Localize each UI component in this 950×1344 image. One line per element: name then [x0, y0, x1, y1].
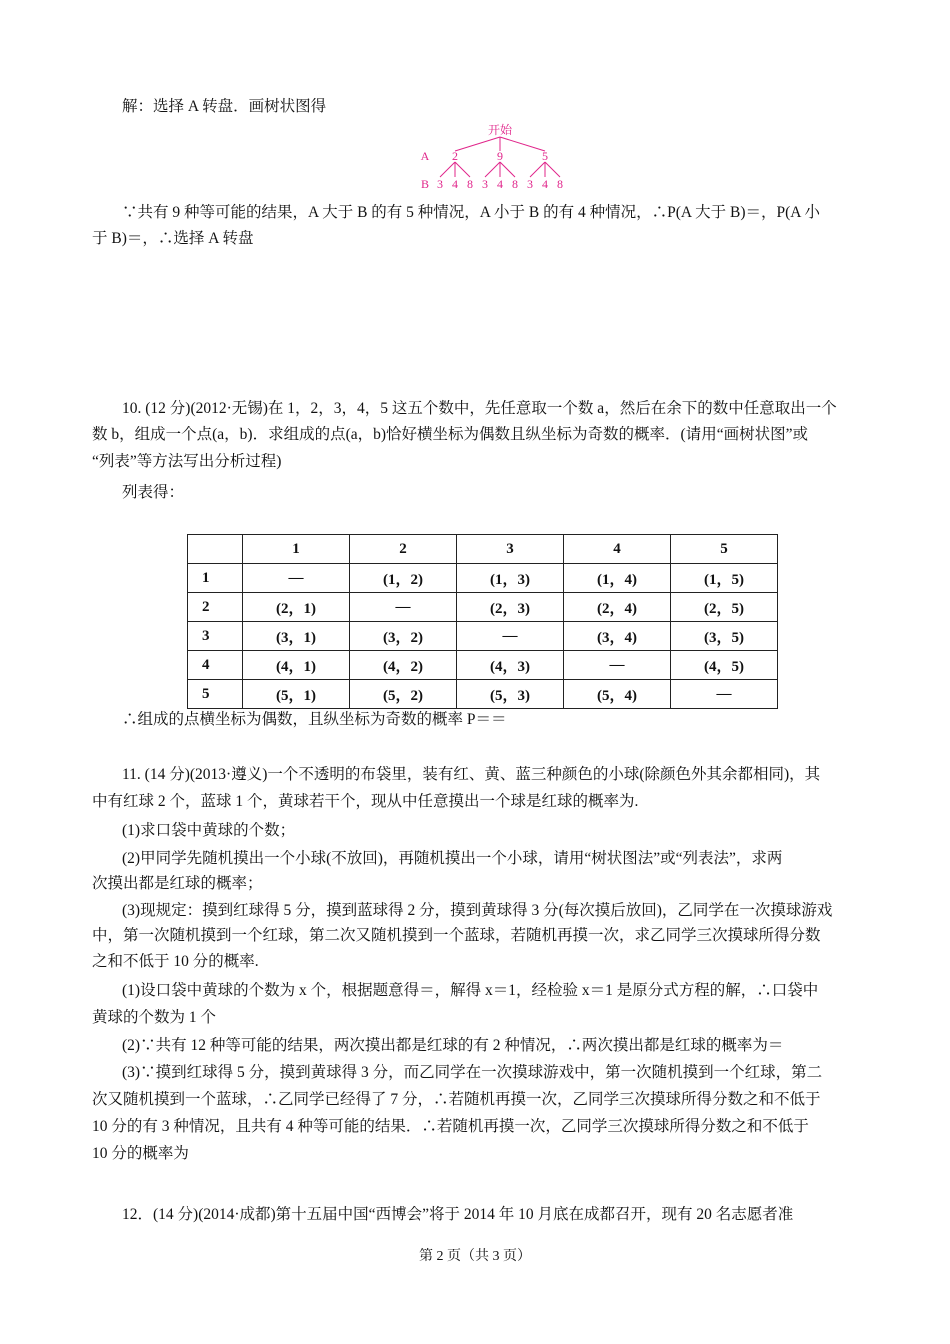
q11-part3-line1: (3)现规定：摸到红球得 5 分，摸到蓝球得 2 分，摸到黄球得 3 分(每次摸后放回)，乙同学在一次摸球游戏	[122, 902, 833, 919]
q10-question-line1: 10. (12 分)(2012·无锡)在 1，2，3，4，5 这五个数中，先任意取一个数 a，然后在余下的数中任意取出一个	[122, 400, 837, 417]
table-header-row	[188, 535, 778, 564]
tree-node-a3: 5	[542, 149, 548, 163]
q11-answer1-line1: (1)设口袋中黄球的个数为 x 个，根据题意得＝，解得 x＝1，经检验 x＝1 是原分式方程的解，∴口袋中	[122, 982, 819, 999]
table-header-cell: 1	[243, 535, 350, 564]
q11-answer3-line1: (3)∵摸到红球得 5 分，摸到黄球得 3 分，而乙同学在一次摸球游戏中，第一次随机摸到一个红球，第二	[122, 1064, 823, 1081]
pair-table	[187, 534, 778, 709]
tree-root: 开始	[487, 123, 513, 137]
table-cell: (5，3)	[457, 680, 564, 709]
q11-question-line2: 中有红球 2 个，蓝球 1 个，黄球若干个，现从中任意摸出一个球是红球的概率为.	[92, 793, 639, 810]
table-cell: —	[457, 622, 564, 651]
table-cell: (2，5)	[671, 593, 778, 622]
q11-question-line1: 11. (14 分)(2013·遵义)一个不透明的布袋里，装有红、黄、蓝三种颜色的小球(除颜色外其余都相同)，其	[122, 766, 821, 783]
table-row-label: 4	[188, 651, 243, 680]
table-cell: (1，3)	[457, 564, 564, 593]
table-cell: (3，2)	[350, 622, 457, 651]
table-cell: (3，1)	[243, 622, 350, 651]
table-row-label: 2	[188, 593, 243, 622]
table-cell: (2，1)	[243, 593, 350, 622]
table-row	[188, 564, 778, 593]
tree-node-a1: 2	[452, 149, 458, 163]
q11-answer1-line2: 黄球的个数为 1 个	[92, 1009, 217, 1026]
q11-answer3-line4: 10 分的概率为	[92, 1145, 189, 1162]
table-cell: (3，5)	[671, 622, 778, 651]
table-header-cell: 4	[564, 535, 671, 564]
q11-answer3-line3: 10 分的有 3 种情况，且共有 4 种等可能的结果．∴若随机再摸一次，乙同学三次摸球所得分数之和不低于	[92, 1118, 809, 1135]
tree-leaf: 4	[542, 177, 548, 191]
table-header-cell: 5	[671, 535, 778, 564]
table-cell: (4，3)	[457, 651, 564, 680]
tree-row-a-label: A	[420, 149, 430, 163]
tree-leaf: 8	[557, 177, 563, 191]
table-cell: —	[350, 593, 457, 622]
page-footer: 第 2 页（共 3 页）	[419, 1249, 531, 1264]
table-header-cell: 3	[457, 535, 564, 564]
tree-leaf: 4	[452, 177, 458, 191]
tree-leaf: 4	[497, 177, 503, 191]
table-row	[188, 622, 778, 651]
tree-leaf: 8	[467, 177, 473, 191]
table-cell: (1，5)	[671, 564, 778, 593]
q10-question-line3: “列表”等方法写出分析过程)	[92, 453, 282, 470]
q10-question-line2: 数 b，组成一个点(a，b)．求组成的点(a，b)恰好横坐标为偶数且纵坐标为奇数的概率．(请用“画树状图”或	[92, 426, 808, 443]
table-row-label: 5	[188, 680, 243, 709]
q10-table-intro: 列表得：	[122, 484, 185, 501]
table-row	[188, 680, 778, 709]
table-cell: (4，2)	[350, 651, 457, 680]
table-header-cell: 2	[350, 535, 457, 564]
q11-part3-line3: 之和不低于 10 分的概率.	[92, 953, 259, 970]
q11-answer3-line2: 次又随机摸到一个蓝球，∴乙同学已经得了 7 分，∴若随机再摸一次，乙同学三次摸球所得分数之和不低于	[92, 1091, 821, 1108]
table-cell: —	[243, 564, 350, 593]
table-cell: (3，4)	[564, 622, 671, 651]
table-row-label: 1	[188, 564, 243, 593]
q11-answer2: (2)∵共有 12 种等可能的结果，两次摸出都是红球的有 2 种情况，∴两次摸出都是红球的概率为＝	[122, 1037, 784, 1054]
q11-part2-line1: (2)甲同学先随机摸出一个小球(不放回)，再随机摸出一个小球，请用“树状图法”或“列表法”，求两	[122, 850, 783, 867]
table-row	[188, 593, 778, 622]
table-cell: (2，4)	[564, 593, 671, 622]
q11-part1: (1)求口袋中黄球的个数；	[122, 822, 296, 839]
q10-conclusion: ∴组成的点横坐标为偶数，且纵坐标为奇数的概率 P＝＝	[122, 711, 507, 728]
tree-row-b-label: B	[420, 177, 430, 191]
q12-question-line1: 12．(14 分)(2014·成都)第十五届中国“西博会”将于 2014 年 10 月底在成都召开，现有 20 名志愿者准	[122, 1206, 794, 1223]
tree-leaf: 3	[527, 177, 533, 191]
tree-diagram	[410, 122, 590, 196]
q9-result-line1: ∵共有 9 种等可能的结果，A 大于 B 的有 5 种情况，A 小于 B 的有 4 种情况，∴P(A 大于 B)＝，P(A 小	[122, 204, 820, 221]
table-cell: (1，4)	[564, 564, 671, 593]
q9-answer-intro: 解：选择 A 转盘．画树状图得	[122, 98, 327, 115]
table-cell: —	[671, 680, 778, 709]
table-cell: (5，2)	[350, 680, 457, 709]
table-cell: (5，1)	[243, 680, 350, 709]
q11-part2-line2: 次摸出都是红球的概率；	[92, 875, 263, 892]
table-cell: (4，1)	[243, 651, 350, 680]
table-cell: (5，4)	[564, 680, 671, 709]
table-row	[188, 651, 778, 680]
tree-node-a2: 9	[497, 149, 503, 163]
table-cell	[188, 535, 243, 564]
tree-leaf: 3	[437, 177, 443, 191]
table-cell: (4，5)	[671, 651, 778, 680]
q9-result-line2: 于 B)＝，∴选择 A 转盘	[92, 230, 254, 247]
tree-leaf: 8	[512, 177, 518, 191]
tree-leaf: 3	[482, 177, 488, 191]
table-cell: (1，2)	[350, 564, 457, 593]
table-cell: (2，3)	[457, 593, 564, 622]
table-cell: —	[564, 651, 671, 680]
q11-part3-line2: 中，第一次随机摸到一个红球，第二次又随机摸到一个蓝球，若随机再摸一次，求乙同学三次摸球所得分数	[92, 927, 821, 944]
table-row-label: 3	[188, 622, 243, 651]
